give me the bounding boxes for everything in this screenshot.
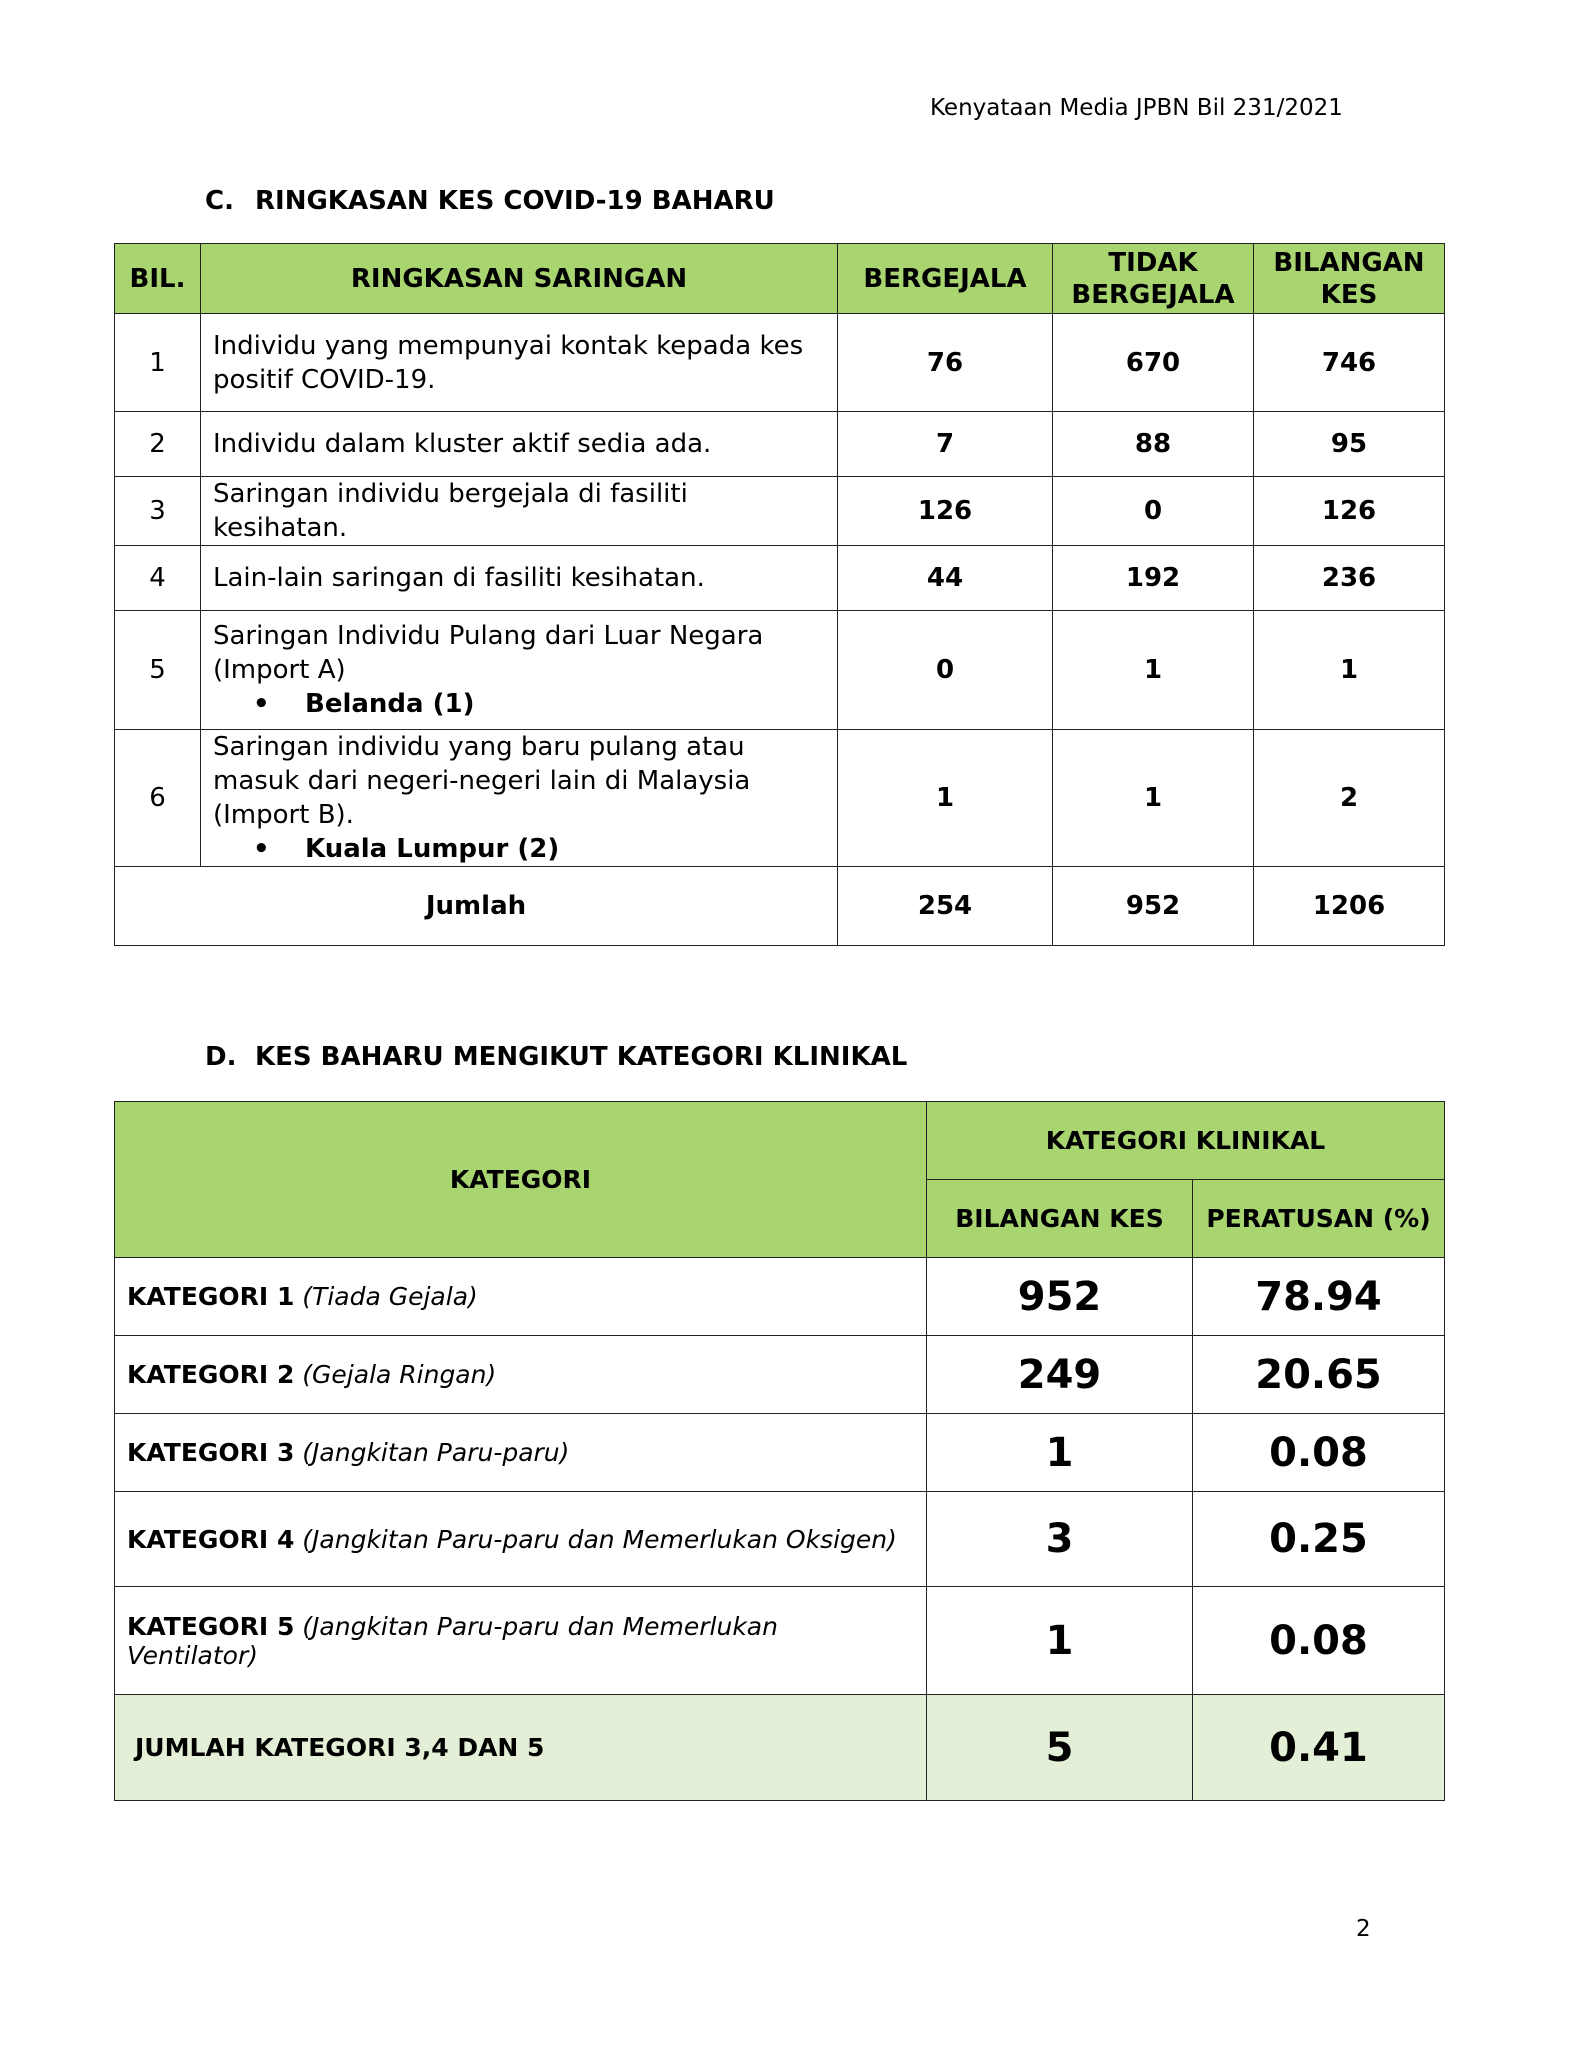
- row-tidak-bergejala: 1: [1053, 611, 1254, 730]
- row-bergejala: 7: [838, 412, 1053, 477]
- bilangan-kes-value: 1: [927, 1414, 1193, 1492]
- row-bergejala: 44: [838, 546, 1053, 611]
- row-bil: 5: [115, 611, 201, 730]
- bilangan-kes-value: 249: [927, 1336, 1193, 1414]
- table-row: [115, 1414, 1445, 1492]
- total-tidak-bergejala: 952: [1053, 867, 1254, 946]
- row-bil: 4: [115, 546, 201, 611]
- page-number: 2: [1356, 1916, 1371, 1942]
- kategori-desc: (Jangkitan Paru-paru dan Memerlukan Oksigen): [302, 1524, 897, 1554]
- row-desc: Individu dalam kluster aktif sedia ada.: [201, 412, 838, 477]
- row-bilangan-kes: 236: [1254, 546, 1445, 611]
- bullet-icon: •: [253, 834, 270, 864]
- peratusan-value: 20.65: [1193, 1336, 1445, 1414]
- row-bil: 2: [115, 412, 201, 477]
- row-tidak-bergejala: 670: [1053, 314, 1254, 412]
- row-bergejala: 76: [838, 314, 1053, 412]
- row-bergejala: 126: [838, 477, 1053, 546]
- total-bergejala: 254: [838, 867, 1053, 946]
- peratusan-value: 0.08: [1193, 1587, 1445, 1695]
- row-bergejala: 1: [838, 730, 1053, 867]
- table-row: [115, 412, 1445, 477]
- row-bilangan-kes: 1: [1254, 611, 1445, 730]
- kategori-label: [115, 1414, 927, 1492]
- row-desc-cell: [201, 611, 838, 730]
- total-row: [115, 1695, 1445, 1801]
- section-d-title: [205, 1042, 907, 1072]
- row-bilangan-kes: 126: [1254, 477, 1445, 546]
- total-bilangan-kes: 1206: [1254, 867, 1445, 946]
- row-tidak-bergejala: 88: [1053, 412, 1254, 477]
- row-tidak-bergejala: 192: [1053, 546, 1254, 611]
- row-bil: 3: [115, 477, 201, 546]
- bilangan-kes-value: 952: [927, 1258, 1193, 1336]
- total-bilangan-kes: 5: [927, 1695, 1193, 1801]
- kategori-label: [115, 1336, 927, 1414]
- kategori-name: KATEGORI 2: [127, 1360, 295, 1389]
- row-bil: 6: [115, 730, 201, 867]
- row-desc: Saringan Individu Pulang dari Luar Negara (Import A): [213, 621, 764, 685]
- bilangan-kes-value: 3: [927, 1492, 1193, 1587]
- row-bil: 1: [115, 314, 201, 412]
- row-sub-text: Kuala Lumpur (2): [305, 834, 560, 864]
- col-group-kategori-klinikal: KATEGORI KLINIKAL: [927, 1102, 1445, 1180]
- summary-table: [114, 243, 1445, 946]
- table-row: [115, 730, 1445, 867]
- peratusan-value: 0.08: [1193, 1414, 1445, 1492]
- row-bilangan-kes: 746: [1254, 314, 1445, 412]
- row-tidak-bergejala: 0: [1053, 477, 1254, 546]
- kategori-desc: (Gejala Ringan): [302, 1360, 497, 1389]
- kategori-name: KATEGORI 4: [127, 1524, 295, 1554]
- clinical-category-table: [114, 1101, 1445, 1801]
- table-row: [115, 477, 1445, 546]
- kategori-name: KATEGORI 5: [127, 1611, 295, 1641]
- section-c-title: [205, 186, 775, 216]
- col-bilangan-kes: BILANGAN KES: [927, 1180, 1193, 1258]
- peratusan-value: 0.25: [1193, 1492, 1445, 1587]
- row-desc: Saringan individu yang baru pulang atau masuk dari negeri-negeri lain di Malaysia (Import B).: [213, 732, 751, 830]
- section-d-title-text: KES BAHARU MENGIKUT KATEGORI KLINIKAL: [255, 1042, 908, 1072]
- kategori-label: [115, 1587, 927, 1695]
- bilangan-kes-value: 1: [927, 1587, 1193, 1695]
- row-desc: Saringan individu bergejala di fasiliti kesihatan.: [201, 477, 838, 546]
- row-tidak-bergejala: 1: [1053, 730, 1254, 867]
- col-bil: BIL.: [115, 244, 201, 314]
- peratusan-value: 78.94: [1193, 1258, 1445, 1336]
- table-row: [115, 1258, 1445, 1336]
- document-reference: Kenyataan Media JPBN Bil 231/2021: [930, 95, 1343, 121]
- row-bilangan-kes: 2: [1254, 730, 1445, 867]
- col-kategori: KATEGORI: [115, 1102, 927, 1258]
- section-c-letter: C.: [205, 186, 234, 216]
- clinical-table-header-row-1: [115, 1102, 1445, 1180]
- row-desc: Individu yang mempunyai kontak kepada kes positif COVID-19.: [201, 314, 838, 412]
- table-row: [115, 611, 1445, 730]
- row-sub-text: Belanda (1): [305, 689, 475, 719]
- bullet-icon: •: [253, 689, 270, 719]
- row-bergejala: 0: [838, 611, 1053, 730]
- kategori-desc: (Tiada Gejala): [302, 1282, 478, 1311]
- kategori-desc: (Jangkitan Paru-paru dan Memerlukan Ventilator): [127, 1611, 778, 1670]
- total-label: Jumlah: [115, 867, 838, 946]
- table-row: [115, 1587, 1445, 1695]
- row-desc: Lain-lain saringan di fasiliti kesihatan.: [201, 546, 838, 611]
- table-row: [115, 1336, 1445, 1414]
- col-bilangan-kes: BILANGAN KES: [1254, 244, 1445, 314]
- kategori-label: [115, 1258, 927, 1336]
- col-ringkasan: RINGKASAN SARINGAN: [201, 244, 838, 314]
- total-label: JUMLAH KATEGORI 3,4 DAN 5: [115, 1695, 927, 1801]
- row-sub-item: [213, 832, 825, 866]
- col-peratusan: PERATUSAN (%): [1193, 1180, 1445, 1258]
- kategori-name: KATEGORI 3: [127, 1438, 295, 1467]
- col-bergejala: BERGEJALA: [838, 244, 1053, 314]
- total-peratusan: 0.41: [1193, 1695, 1445, 1801]
- table-row: [115, 546, 1445, 611]
- section-d-letter: D.: [205, 1042, 237, 1072]
- summary-table-header: [115, 244, 1445, 314]
- table-row: [115, 314, 1445, 412]
- row-sub-item: [213, 687, 825, 721]
- kategori-name: KATEGORI 1: [127, 1282, 295, 1311]
- kategori-desc: (Jangkitan Paru-paru): [302, 1438, 570, 1467]
- table-row: [115, 1492, 1445, 1587]
- col-tidak-bergejala: TIDAK BERGEJALA: [1053, 244, 1254, 314]
- section-c-title-text: RINGKASAN KES COVID-19 BAHARU: [255, 186, 775, 216]
- total-row: [115, 867, 1445, 946]
- row-bilangan-kes: 95: [1254, 412, 1445, 477]
- row-desc-cell: [201, 730, 838, 867]
- kategori-label: [115, 1492, 927, 1587]
